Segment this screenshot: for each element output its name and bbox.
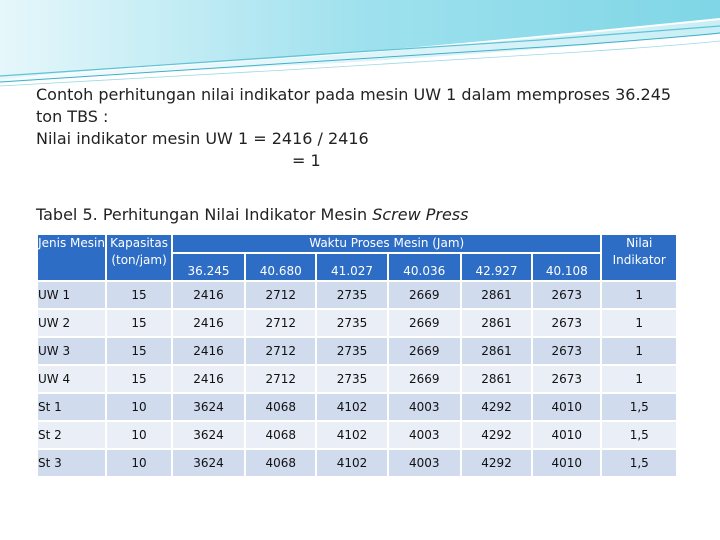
cell-process-time: 2669 bbox=[389, 310, 460, 336]
cell-process-time: 2669 bbox=[389, 366, 460, 392]
cell-machine-name: St 3 bbox=[38, 450, 105, 476]
decorative-wave-banner bbox=[0, 0, 720, 90]
cell-process-time: 2669 bbox=[389, 282, 460, 308]
header-nilai-indikator: Nilai Indikator bbox=[602, 235, 676, 280]
cell-process-time: 2416 bbox=[173, 366, 244, 392]
cell-process-time: 2735 bbox=[317, 338, 386, 364]
table-row bbox=[38, 422, 676, 448]
cell-process-time: 4003 bbox=[389, 422, 460, 448]
cell-process-time: 2861 bbox=[462, 338, 531, 364]
cell-process-time: 4010 bbox=[533, 394, 600, 420]
cell-process-time: 4102 bbox=[317, 422, 386, 448]
table-caption bbox=[36, 203, 468, 227]
header-tonnage: 40.680 bbox=[246, 254, 315, 280]
cell-process-time: 2712 bbox=[246, 338, 315, 364]
table-row bbox=[38, 394, 676, 420]
cell-process-time: 4292 bbox=[462, 450, 531, 476]
cell-machine-name: UW 4 bbox=[38, 366, 105, 392]
cell-process-time: 2416 bbox=[173, 310, 244, 336]
cell-machine-name: St 1 bbox=[38, 394, 105, 420]
caption-text: Tabel 5. Perhitungan Nilai Indikator Mesin bbox=[36, 205, 373, 224]
cell-indicator: 1 bbox=[602, 282, 676, 308]
table-row bbox=[38, 310, 676, 336]
cell-process-time: 2673 bbox=[533, 366, 600, 392]
cell-process-time: 4003 bbox=[389, 394, 460, 420]
cell-process-time: 4010 bbox=[533, 422, 600, 448]
intro-paragraph bbox=[36, 84, 696, 172]
cell-process-time: 2735 bbox=[317, 310, 386, 336]
cell-machine-name: UW 1 bbox=[38, 282, 105, 308]
cell-machine-name: UW 3 bbox=[38, 338, 105, 364]
cell-process-time: 3624 bbox=[173, 394, 244, 420]
cell-process-time: 4068 bbox=[246, 450, 315, 476]
cell-process-time: 2861 bbox=[462, 310, 531, 336]
cell-capacity: 15 bbox=[107, 310, 171, 336]
header-tonnage: 40.036 bbox=[389, 254, 460, 280]
table-row bbox=[38, 282, 676, 308]
cell-process-time: 4068 bbox=[246, 394, 315, 420]
cell-process-time: 2861 bbox=[462, 282, 531, 308]
header-tonnage: 36.245 bbox=[173, 254, 244, 280]
cell-capacity: 15 bbox=[107, 282, 171, 308]
cell-process-time: 4102 bbox=[317, 450, 386, 476]
cell-indicator: 1 bbox=[602, 366, 676, 392]
cell-process-time: 2712 bbox=[246, 282, 315, 308]
header-tonnage: 41.027 bbox=[317, 254, 386, 280]
cell-capacity: 10 bbox=[107, 450, 171, 476]
cell-capacity: 10 bbox=[107, 394, 171, 420]
table-row bbox=[38, 450, 676, 476]
cell-process-time: 2712 bbox=[246, 366, 315, 392]
cell-indicator: 1,5 bbox=[602, 422, 676, 448]
cell-indicator: 1,5 bbox=[602, 394, 676, 420]
intro-line-4: = 1 bbox=[292, 151, 321, 170]
table-body bbox=[38, 282, 676, 476]
cell-process-time: 4292 bbox=[462, 422, 531, 448]
table-row bbox=[38, 338, 676, 364]
cell-machine-name: St 2 bbox=[38, 422, 105, 448]
cell-process-time: 4292 bbox=[462, 394, 531, 420]
cell-capacity: 10 bbox=[107, 422, 171, 448]
header-tonnage: 40.108 bbox=[533, 254, 600, 280]
cell-indicator: 1 bbox=[602, 310, 676, 336]
cell-process-time: 2673 bbox=[533, 282, 600, 308]
cell-process-time: 2673 bbox=[533, 310, 600, 336]
cell-process-time: 2416 bbox=[173, 282, 244, 308]
cell-process-time: 3624 bbox=[173, 422, 244, 448]
cell-process-time: 2673 bbox=[533, 338, 600, 364]
cell-process-time: 3624 bbox=[173, 450, 244, 476]
header-tonnage: 42.927 bbox=[462, 254, 531, 280]
cell-process-time: 2416 bbox=[173, 338, 244, 364]
cell-process-time: 2735 bbox=[317, 366, 386, 392]
cell-capacity: 15 bbox=[107, 366, 171, 392]
cell-indicator: 1,5 bbox=[602, 450, 676, 476]
intro-line-1: Contoh perhitungan nilai indikator pada mesin UW 1 dalam memproses 36.245 bbox=[36, 85, 672, 104]
cell-process-time: 2669 bbox=[389, 338, 460, 364]
caption-italic: Screw Press bbox=[372, 205, 469, 224]
cell-indicator: 1 bbox=[602, 338, 676, 364]
cell-process-time: 4003 bbox=[389, 450, 460, 476]
indicator-table bbox=[36, 233, 678, 478]
cell-process-time: 4010 bbox=[533, 450, 600, 476]
cell-machine-name: UW 2 bbox=[38, 310, 105, 336]
header-kapasitas: Kapasitas (ton/jam) bbox=[107, 235, 171, 280]
cell-process-time: 4102 bbox=[317, 394, 386, 420]
intro-line-2: ton TBS : bbox=[36, 107, 109, 126]
intro-line-3: Nilai indikator mesin UW 1 = 2416 / 2416 bbox=[36, 129, 369, 148]
cell-process-time: 4068 bbox=[246, 422, 315, 448]
header-jenis-mesin: Jenis Mesin bbox=[38, 235, 105, 280]
cell-process-time: 2712 bbox=[246, 310, 315, 336]
cell-capacity: 15 bbox=[107, 338, 171, 364]
header-waktu-proses: Waktu Proses Mesin (Jam) bbox=[173, 235, 601, 252]
cell-process-time: 2735 bbox=[317, 282, 386, 308]
table-row bbox=[38, 366, 676, 392]
cell-process-time: 2861 bbox=[462, 366, 531, 392]
